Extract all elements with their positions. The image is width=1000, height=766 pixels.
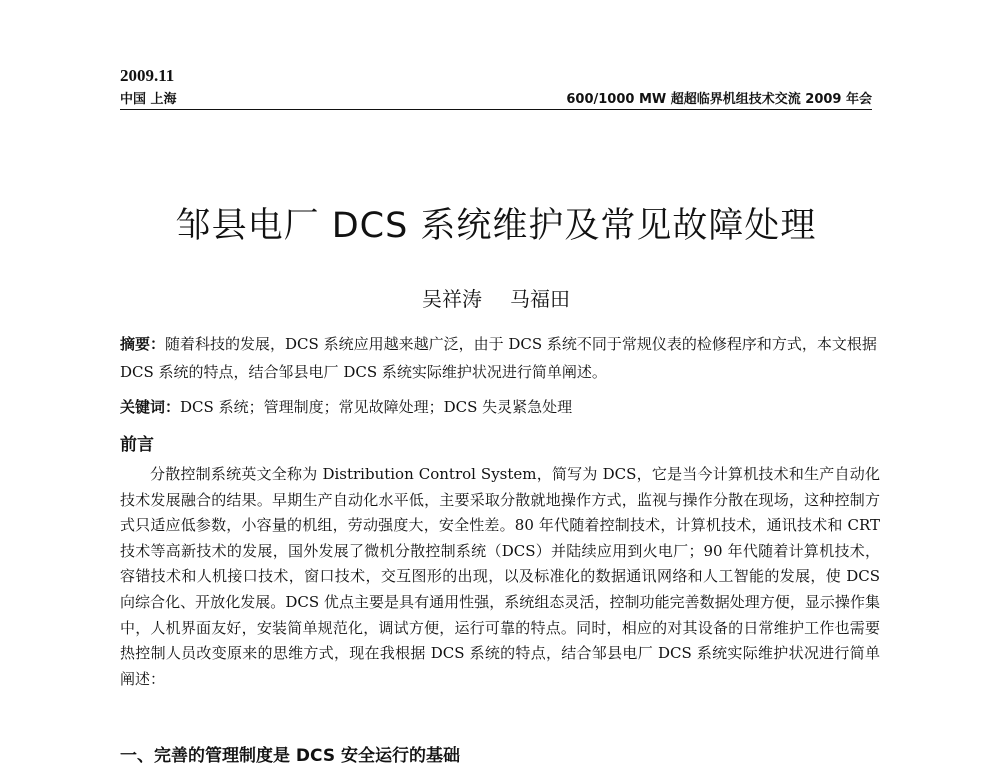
author-list xyxy=(120,283,872,312)
abstract-label: 摘要： xyxy=(120,335,166,353)
keywords xyxy=(120,396,880,418)
section-heading: 前言 xyxy=(120,435,154,455)
paper-title: 邹县电厂 DCS 系统维护及常见故障处理 xyxy=(175,206,817,246)
author-name: 吴祥涛 xyxy=(422,287,482,311)
body-paragraph: 分散控制系统英文全称为 Distribution Control System，简写为 DCS，它是当今计算机技术和生产自动化技术发展融合的结果。早期生产自动化水平低，主要采取分散就地操作方式，监视与操作分散在现场，这种控制方式只适应低参数，小容量的机组，劳动强度大，安全性差。80 年代随着控制技术，计算机技术，通讯技术和 CRT 技术等高新技术的发展，国外发展了微机分散控制系统（DCS）并陆续应用到火电厂；90 年代随着计算机技术，容错技术和人机接口技术，窗口技术，交互图形的出现，以及标准化的数据通讯网络和人工智能的发展，使 DCS 向综合化、开放化发展。DCS 优点主要是具有通用性强，系统组态灵活，控制功能完善数据处理方便，显示操作集中，人机界面友好，安装简单规范化，调试方便，运行可靠的特点。同时，相应的对其设备的日常维护工作也需要热控制人员改变原来的思维方式，现在我根据 DCS 系统的特点，结合邹县电厂 DCS 系统实际维护状况进行简单阐述： xyxy=(120,465,880,688)
keywords-text: DCS 系统；管理制度；常见故障处理；DCS 失灵紧急处理 xyxy=(180,398,573,416)
abstract-text: 随着科技的发展，DCS 系统应用越来越广泛，由于 DCS 系统不同于常规仪表的检修程序和方式，本文根据 DCS 系统的特点，结合邹县电厂 DCS 系统实际维护状况进行简单阐述。 xyxy=(120,335,877,381)
author-name: 马福田 xyxy=(510,287,570,311)
abstract xyxy=(120,330,880,386)
header-location: 中国 上海 xyxy=(120,92,177,107)
header-date: 2009.11 xyxy=(120,66,175,85)
keywords-label: 关键词： xyxy=(120,398,181,416)
sub-section-heading: 一、完善的管理制度是 DCS 安全运行的基础 xyxy=(120,746,460,766)
header-conference: 600/1000 MW 超超临界机组技术交流 2009 年会 xyxy=(566,92,872,107)
header-divider xyxy=(120,109,872,110)
